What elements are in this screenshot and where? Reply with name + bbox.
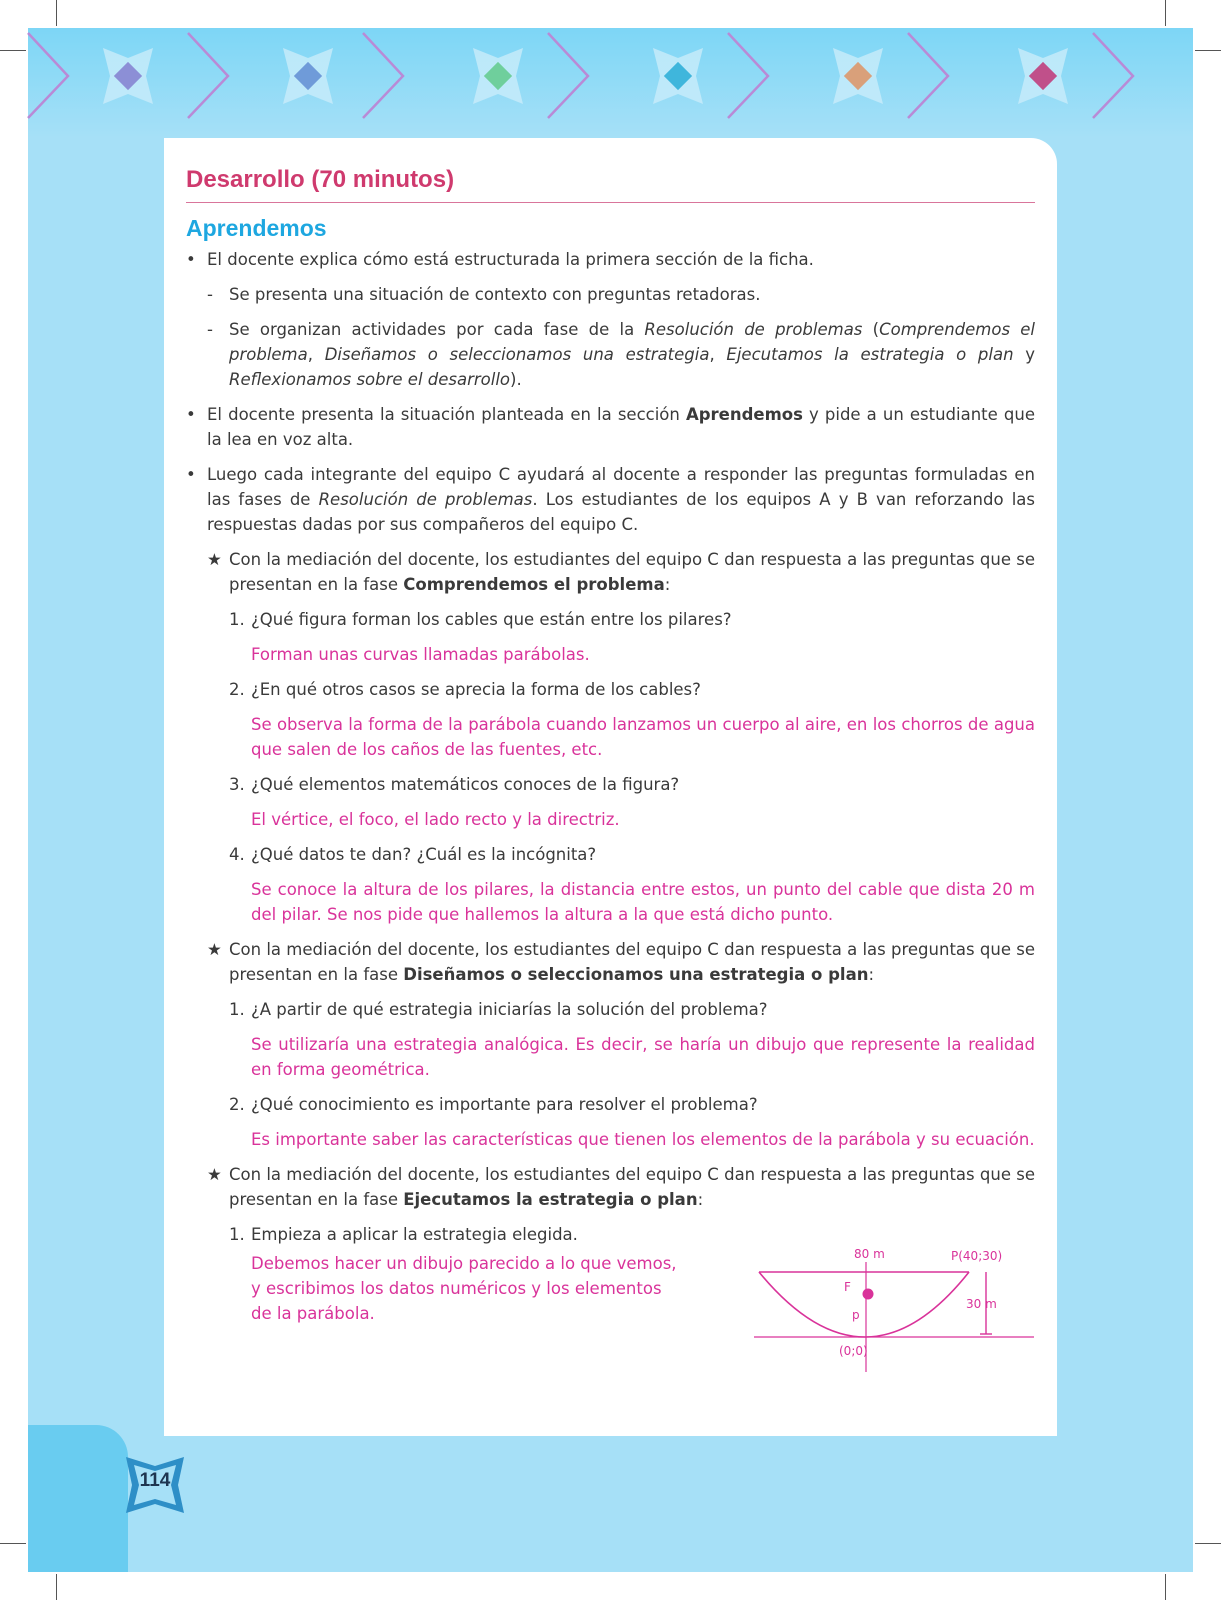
question-item [186,772,1035,797]
question-number: 4. [229,845,245,864]
question-text: Empieza a aplicar la estrategia elegida. [251,1225,578,1244]
answer-text: Se conoce la altura de los pilares, la distancia entre estos, un punto del cable que dista 20 m del pilar. Se nos pide que hallemos la altura a la que está dicho punto. [251,880,1035,924]
phase-text: : [664,575,671,594]
question-item [186,1092,1035,1117]
question-text: ¿Qué datos te dan? ¿Cuál es la incógnita? [251,845,597,864]
dash-text: Se presenta una situación de contexto con preguntas retadoras. [229,285,761,304]
left-color-band [28,1425,128,1572]
crop-mark [1195,1543,1221,1544]
answer-text: Se observa la forma de la parábola cuando lanzamos un cuerpo al aire, en los chorros de agua que salen de los caños de las fuentes, etc. [251,715,1035,759]
point-label: P(40;30) [951,1249,1003,1263]
dash-text: ). [510,370,522,389]
phase-name: Ejecutamos la estrategia o plan [403,1190,698,1209]
bullet-text: . Los estudiantes de los equipos A y B van reforzando las respuestas dadas por sus compañeros del equipo C. [207,490,1036,534]
question-item [186,1222,1035,1247]
question-item [186,677,1035,702]
bullet-item [186,462,1035,537]
dash-text: y [1013,345,1035,364]
phase-text: Con la mediación del docente, los estudiantes del equipo C dan respuesta a las preguntas que se presentan en la fase [229,1165,1035,1209]
phase-text: Con la mediación del docente, los estudiantes del equipo C dan respuesta a las preguntas que se presentan en la fase [229,550,1035,594]
dash-icon: - [207,320,213,339]
question-text: ¿Qué figura forman los cables que están entre los pilares? [251,610,732,629]
bullet-text-bold: Aprendemos [685,405,803,424]
dash-text-italic: Comprendemos el problema [229,320,1036,364]
page-number: 114 [139,1470,171,1491]
dash-item [186,317,1035,392]
parabola-curve [759,1272,969,1337]
dash-text-italic: Reflexionamos sobre el desarrollo [229,370,511,389]
star-icon: ★ [207,1165,222,1184]
origin-label: (0;0) [839,1344,868,1358]
dash-text-italic: Ejecutamos la estrategia o plan [726,345,1014,364]
dash-icon: - [207,285,213,304]
phase-name: Diseñamos o seleccionamos una estrategia o plan [403,965,869,984]
question-number: 3. [229,775,245,794]
question-number: 1. [229,610,245,629]
bullet-text: El docente presenta la situación planteada en la sección [207,405,686,424]
bullet-icon: • [186,250,196,269]
answer-text: Es importante saber las características que tienen los elementos de la parábola y su ecuación. [251,1130,1035,1149]
crop-mark [56,0,57,26]
page-title: Desarrollo (70 minutos) [186,164,1035,203]
question-text: ¿Qué elementos matemáticos conoces de la figura? [251,775,680,794]
question-number: 2. [229,1095,245,1114]
phase-item [186,547,1035,597]
answer-text: Debemos hacer un dibujo parecido a lo que vemos, y escribimos los datos numéricos y los elementos de la parábola. [251,1254,677,1323]
focus-point [863,1289,874,1300]
phase-text: : [697,1190,704,1209]
crop-mark [0,50,26,51]
width-label: 80 m [854,1247,885,1261]
answer-text: El vértice, el foco, el lado recto y la directriz. [251,810,620,829]
dash-text: , [709,345,727,364]
section-heading: Aprendemos [186,215,327,241]
bullet-text: Luego cada integrante del equipo C ayudará al docente a responder las preguntas formuladas en las fases de [207,465,1035,509]
question-number: 1. [229,1000,245,1019]
crop-mark [1195,50,1221,51]
height-label: 30 m [966,1297,997,1311]
bullet-text: El docente explica cómo está estructurada la primera sección de la ficha. [207,250,814,269]
bullet-text: y pide a un estudiante que la lea en voz alta. [207,405,1035,449]
phase-item [186,1162,1035,1212]
bullet-item [186,402,1035,452]
banner-pattern [28,28,1193,138]
question-text: ¿Qué conocimiento es importante para resolver el problema? [251,1095,758,1114]
question-text: ¿En qué otros casos se aprecia la forma de los cables? [251,680,701,699]
phase-text: : [868,965,875,984]
crop-mark [1165,0,1166,26]
question-text: ¿A partir de qué estrategia iniciarías la solución del problema? [251,1000,768,1019]
main-content [186,164,1035,1336]
p-label: p [852,1308,860,1322]
question-item [186,842,1035,867]
bullet-text-italic: Resolución de problemas [318,490,533,509]
bullet-icon: • [186,465,196,484]
question-number: 2. [229,680,245,699]
parabola-diagram [754,1247,1044,1394]
bullet-icon: • [186,405,196,424]
question-number: 1. [229,1225,245,1244]
phase-text: Con la mediación del docente, los estudiantes del equipo C dan respuesta a las preguntas que se presentan en la fase [229,940,1035,984]
phase-name: Comprendemos el problema [403,575,665,594]
crop-mark [0,1543,26,1544]
question-item [186,607,1035,632]
question-item [186,997,1035,1022]
crop-mark [56,1574,57,1600]
phase-item [186,937,1035,987]
focus-label: F [844,1280,851,1294]
decorative-banner [28,28,1193,138]
dash-item [186,282,1035,307]
star-icon: ★ [207,550,222,569]
answer-text: Forman unas curvas llamadas parábolas. [251,645,590,664]
dash-text: , [307,345,325,364]
dash-text-italic: Resolución de problemas [644,320,863,339]
crop-mark [1165,1574,1166,1600]
dash-text: Se organizan actividades por cada fase de la [229,320,645,339]
dash-text-italic: Diseñamos o seleccionamos una estrategia [324,345,710,364]
bullet-item [186,247,1035,272]
star-icon: ★ [207,940,222,959]
answer-text: Se utilizaría una estrategia analógica. Es decir, se haría un dibujo que represente la realidad en forma geométrica. [251,1035,1035,1079]
dash-text: ( [862,320,880,339]
